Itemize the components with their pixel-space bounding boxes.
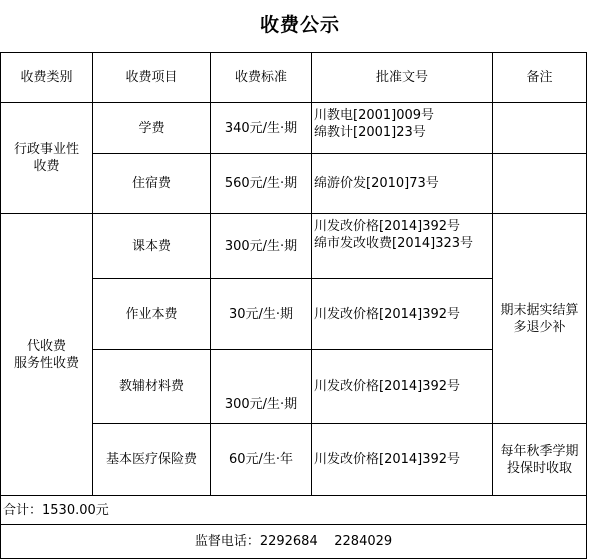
approval-line: 川发改价格[2014]392号 [314, 379, 461, 394]
approval-line: 川发改价格[2014]392号 [314, 452, 461, 467]
standard-cell: 560元/生·期 [211, 154, 312, 214]
item-cell: 学费 [93, 103, 211, 154]
remark-cell-empty [493, 154, 587, 214]
approval-cell [312, 424, 493, 496]
item-cell: 作业本费 [93, 279, 211, 350]
category-agency-cell [1, 214, 93, 496]
category-admin-cell [1, 103, 93, 214]
approval-cell [312, 103, 493, 154]
standard-cell: 30元/生·期 [211, 279, 312, 350]
remark-insurance-line-1: 每年秋季学期 [500, 443, 579, 459]
approval-line: 绵教计[2001]23号 [314, 125, 426, 140]
approval-line: 绵游价发[2010]73号 [314, 176, 439, 191]
hotline-row [1, 525, 587, 559]
approval-line: 川教电[2001]009号 [314, 108, 435, 123]
category-admin-line-1: 行政事业性 [13, 142, 79, 157]
remark-insurance-cell [493, 424, 587, 496]
approval-cell [312, 154, 493, 214]
item-cell: 课本费 [93, 214, 211, 279]
fee-table [0, 52, 587, 559]
table-row [1, 103, 587, 154]
approval-cell [312, 350, 493, 424]
header-category: 收费类别 [1, 53, 93, 103]
approval-cell [312, 214, 493, 279]
remark-settle-line-1: 期末据实结算 [500, 302, 579, 318]
remark-settle-cell [493, 214, 587, 424]
category-agency-line-1: 代收费 [26, 338, 66, 354]
item-cell: 基本医疗保险费 [93, 424, 211, 496]
approval-line: 绵市发改收费[2014]323号 [314, 236, 474, 251]
item-cell: 教辅材料费 [93, 350, 211, 424]
header-remark: 备注 [493, 53, 587, 103]
header-item: 收费项目 [93, 53, 211, 103]
standard-cell: 60元/生·年 [211, 424, 312, 496]
standard-cell: 340元/生·期 [211, 103, 312, 154]
item-cell: 住宿费 [93, 154, 211, 214]
header-approval: 批准文号 [312, 53, 493, 103]
remark-settle-line-2: 多退少补 [513, 319, 566, 335]
standard-cell: 300元/生·期 [211, 350, 312, 424]
approval-line: 川发改价格[2014]392号 [314, 219, 461, 234]
supervision-hotline: 监督电话：2292684 2284029 [1, 525, 587, 559]
total-row [1, 496, 587, 525]
table-row [1, 214, 587, 279]
category-admin-line-2: 收费 [33, 159, 60, 174]
category-agency-line-2: 服务性收费 [13, 355, 79, 371]
remark-insurance-line-2: 投保时收取 [506, 460, 572, 476]
approval-cell [312, 279, 493, 350]
page-title: 收费公示 [259, 14, 340, 36]
table-header-row [1, 53, 587, 103]
remark-cell-empty [493, 103, 587, 154]
standard-cell: 300元/生·期 [211, 214, 312, 279]
total-amount: 合计：1530.00元 [1, 496, 587, 525]
header-standard: 收费标准 [211, 53, 312, 103]
approval-line: 川发改价格[2014]392号 [314, 306, 461, 322]
